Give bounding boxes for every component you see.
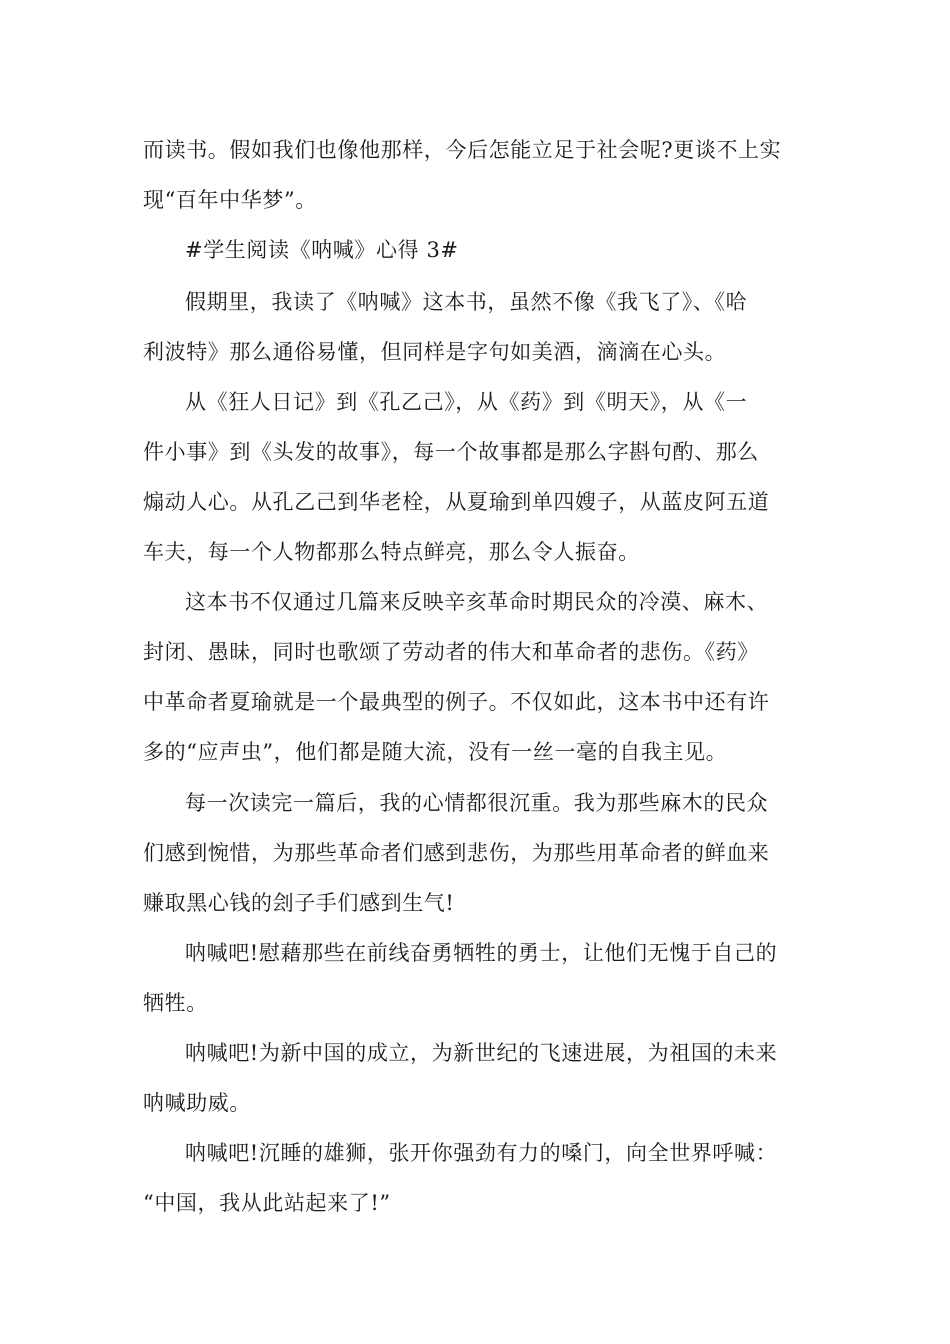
- text-line: 呐喊吧!为新中国的成立，为新世纪的飞速进展，为祖国的未来: [185, 1041, 778, 1065]
- text-line: 赚取黑心钱的刽子手们感到生气!: [143, 891, 455, 915]
- text-line: 假期里，我读了《呐喊》这本书，虽然不像《我飞了》、《哈: [185, 290, 748, 314]
- text-line: 每一次读完一篇后，我的心情都很沉重。我为那些麻木的民众: [185, 791, 769, 815]
- text-line: 这本书不仅通过几篇来反映辛亥革命时期民众的冷漠、麻木、: [185, 590, 769, 614]
- text-line: 车夫，每一个人物都那么特点鲜亮，那么令人振奋。: [143, 540, 640, 564]
- text-line: 封闭、愚昧，同时也歌颂了劳动者的伟大和革命者的悲伤。《药》: [143, 640, 759, 664]
- text-line: 中革命者夏瑜就是一个最典型的例子。不仅如此，这本书中还有许: [143, 690, 770, 714]
- text-line: 呐喊助威。: [143, 1091, 251, 1115]
- text-line: 利波特》那么通俗易懂，但同样是字句如美酒，滴滴在心头。: [143, 340, 727, 364]
- text-line: “中国，我从此站起来了!”: [143, 1191, 391, 1215]
- text-line: 煽动人心。从孔乙己到华老栓，从夏瑜到单四嫂子，从蓝皮阿五道: [143, 490, 770, 514]
- text-line: 牺牲。: [143, 991, 208, 1015]
- text-line: 从《狂人日记》到《孔乙己》，从《药》到《明天》，从《一: [185, 390, 748, 414]
- text-line: 呐喊吧!沉睡的雄狮，张开你强劲有力的嗓门，向全世界呼喊：: [185, 1141, 778, 1165]
- text-line: 呐喊吧!慰藉那些在前线奋勇牺牲的勇士，让他们无愧于自己的: [185, 941, 778, 965]
- text-line: 们感到惋惜，为那些革命者们感到悲伤，为那些用革命者的鲜血来: [143, 841, 770, 865]
- text-line: 而读书。假如我们也像他那样，今后怎能立足于社会呢?更谈不上实: [143, 138, 782, 162]
- text-line: 现“百年中华梦”。: [143, 188, 317, 212]
- text-line: 件小事》到《头发的故事》，每一个故事都是那么字斟句酌、那么: [143, 440, 759, 464]
- section-heading: #学生阅读《呐喊》心得 3#: [185, 238, 459, 262]
- text-line: 多的“应声虫”，他们都是随大流，没有一丝一毫的自我主见。: [143, 740, 728, 764]
